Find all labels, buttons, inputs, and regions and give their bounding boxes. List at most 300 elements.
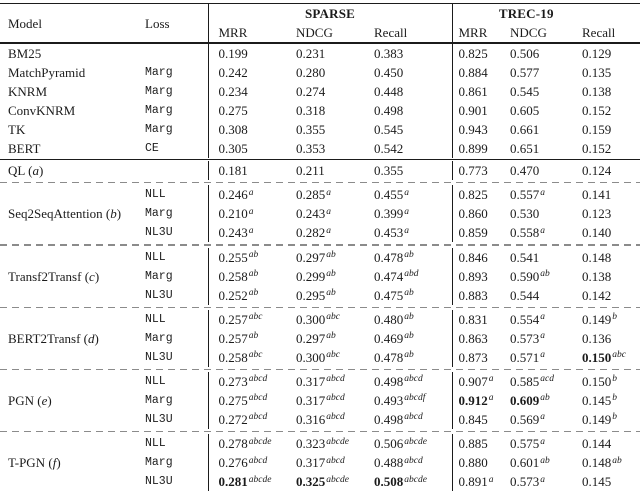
model-name-cell: BM25 [8,46,42,61]
metric-value-cell [452,286,504,305]
loss-cell: CE [145,142,159,155]
metric-value-cell [208,161,286,180]
dashed-rule [0,431,640,432]
significance-marker: ab [404,288,414,299]
metric-value-cell [576,372,640,391]
metric-value: 0.234 [218,84,248,99]
model-name-cell: Seq2SeqAttention (b) [8,206,122,222]
table-row [0,120,640,139]
metric-value: 0.282 [296,225,326,241]
significance-marker: a [404,187,409,198]
significance-marker: abcde [248,436,272,447]
metric-value-cell [504,372,576,391]
loss-cell: NLL [145,188,166,202]
metric-value: 0.863 [458,330,488,346]
metric-value: 0.199 [218,46,248,61]
metric-value: 0.506 [374,436,404,452]
metric-value: 0.455 [374,187,404,203]
loss-cell [140,43,208,63]
metric-value: 0.257 [218,311,248,327]
metric-value-cell [504,310,576,329]
table-row [0,372,640,391]
metric-value: 0.590 [510,268,540,284]
model-name-cell: Transf2Transf (c) [8,268,100,284]
metric-value-cell [452,161,504,180]
metric-value-cell [452,410,504,429]
significance-marker: abcd [326,393,345,404]
metric-value: 0.475 [374,287,404,303]
metric-value-cell [208,248,286,267]
significance-marker: acd [540,374,554,385]
metric-value-cell [364,82,452,101]
table-row [0,161,640,180]
loss-cell: Marg [145,207,173,221]
metric-value: 0.318 [296,103,326,118]
metric-value-cell [452,472,504,491]
metric-value-cell [364,139,452,158]
column-header-ndcg-sparse: NDCG [296,25,333,40]
metric-value: 0.280 [296,65,326,80]
metric-value: 0.585 [510,373,540,389]
model-name-cell: BERT2Transf (d) [8,330,99,346]
metric-value: 0.571 [510,349,540,365]
significance-marker: a [326,206,331,217]
metric-value: 0.493 [374,392,404,408]
significance-marker: a [488,393,494,404]
significance-marker: abd [404,269,419,280]
significance-marker: abc [248,350,263,361]
loss-cell: NLL [145,250,166,264]
loss-cell: Marg [145,104,173,117]
metric-value: 0.123 [582,206,612,222]
metric-value-cell [576,82,640,101]
metric-value-cell [364,348,452,367]
metric-value: 0.152 [582,103,612,118]
group-header-trec19: TREC-19 [452,4,640,24]
significance-marker: ab [404,350,414,361]
metric-value: 0.478 [374,349,404,365]
metric-value-cell [364,120,452,139]
loss-cell: Marg [145,85,173,98]
significance-marker: abcde [326,436,349,447]
metric-value: 0.859 [458,225,488,241]
metric-value: 0.152 [582,141,612,156]
significance-marker: a [540,187,545,198]
loss-cell: Marg [145,269,173,283]
significance-marker: abc [248,312,263,323]
dashed-rule [0,307,640,308]
loss-cell: Marg [145,393,173,407]
metric-value-cell [504,286,576,305]
metric-value: 0.506 [510,46,540,61]
metric-value: 0.150 [582,349,612,365]
metric-value: 0.478 [374,249,404,265]
metric-value-cell [286,139,364,158]
significance-marker: abcd [326,455,345,466]
significance-marker: ab [248,331,259,342]
metric-value: 0.211 [296,163,325,179]
metric-value-cell [452,391,504,410]
metric-value: 0.144 [582,436,612,452]
significance-marker: abc [326,350,340,361]
model-name-cell: MatchPyramid [8,65,86,80]
metric-value: 0.317 [296,373,326,389]
loss-cell: NLL [145,437,166,451]
metric-value: 0.544 [510,287,540,303]
metric-value-cell [364,472,452,491]
loss-cell: NL3U [145,412,173,426]
metric-value: 0.355 [296,122,326,137]
metric-value: 0.480 [374,311,404,327]
metric-value-cell [286,185,364,204]
metric-value: 0.150 [582,373,612,389]
group-header-sparse: SPARSE [208,4,452,24]
loss-cell: NLL [145,312,166,326]
metric-value: 0.825 [458,46,488,61]
metric-value-cell [576,310,640,329]
metric-value: 0.276 [218,455,248,471]
dashed-rule [0,369,640,370]
metric-value-cell [504,204,576,223]
metric-value: 0.661 [510,122,540,137]
model-tag-letter: d [88,330,95,346]
significance-marker: ab [326,288,336,299]
metric-value-cell [452,139,504,158]
metric-value: 0.149 [582,411,612,427]
metric-value: 0.530 [510,206,540,222]
metric-value: 0.545 [374,122,404,137]
column-header-ndcg-trec19: NDCG [510,25,547,40]
loss-cell: Marg [145,331,173,345]
metric-value-cell [286,161,364,180]
metric-value-cell [504,348,576,367]
metric-value: 0.308 [218,122,248,137]
metric-value-cell [504,120,576,139]
metric-value: 0.558 [510,225,540,241]
metric-value-cell [452,248,504,267]
metric-value-cell [364,223,452,242]
significance-marker: abcd [326,374,345,385]
model-name-cell: QL (a) [8,163,44,179]
table-row [0,82,640,101]
metric-value-cell [208,204,286,223]
significance-marker: ab [248,250,259,261]
metric-value: 0.299 [296,268,326,284]
significance-marker: b [612,374,617,385]
metric-value: 0.317 [296,392,326,408]
metric-value: 0.498 [374,373,404,389]
loss-cell: NL3U [145,288,173,302]
metric-value: 0.883 [458,287,488,303]
metric-value: 0.243 [296,206,326,222]
metric-value-cell [504,391,576,410]
significance-marker: abcd [326,412,345,423]
metric-value-cell [364,410,452,429]
metric-value-cell [208,139,286,158]
metric-value-cell [208,434,286,453]
significance-marker: abcde [404,474,427,485]
column-header-recall-trec19: Recall [582,25,616,40]
metric-value-cell [452,348,504,367]
significance-marker: abcd [248,412,268,423]
metric-value: 0.272 [218,411,248,427]
model-name-cell: BERT [8,141,41,156]
metric-value-cell [576,204,640,223]
metric-value: 0.297 [296,249,326,265]
metric-value: 0.258 [218,349,248,365]
metric-value: 0.273 [218,373,248,389]
metric-value-cell [452,185,504,204]
metric-value-cell [576,185,640,204]
metric-value: 0.545 [510,84,540,99]
metric-value-cell [208,472,286,491]
metric-value-cell [452,223,504,242]
metric-value: 0.148 [582,455,612,471]
metric-value: 0.383 [374,46,404,61]
metric-value-cell [452,63,504,82]
metric-value: 0.135 [582,65,612,80]
metric-value-cell [576,120,640,139]
metric-value: 0.885 [458,436,488,452]
metric-value: 0.453 [374,225,404,241]
significance-marker: abcd [248,455,268,466]
metric-value-cell [504,223,576,242]
significance-marker: ab [404,331,414,342]
significance-marker: abcd [248,374,268,385]
metric-value: 0.508 [374,474,404,490]
metric-value-cell [576,472,640,491]
significance-marker: ab [540,393,550,404]
significance-marker: a [248,187,254,198]
metric-value-cell [576,267,640,286]
metric-value-cell [364,204,452,223]
metric-value: 0.258 [218,268,248,284]
group-header-row [0,4,640,24]
significance-marker: ab [248,288,259,299]
significance-marker: abcde [248,474,272,485]
metric-value: 0.498 [374,103,404,118]
metric-value-cell [364,391,452,410]
column-header-loss: Loss [145,15,170,31]
metric-value-cell [452,120,504,139]
table-row [0,101,640,120]
metric-value: 0.557 [510,187,540,203]
metric-value: 0.943 [458,122,488,137]
significance-marker: ab [326,250,336,261]
metric-value-cell [364,185,452,204]
column-header-model: Model [8,15,42,31]
metric-value: 0.399 [374,206,404,222]
metric-value: 0.450 [374,65,404,80]
significance-marker: ab [540,269,550,280]
metric-value: 0.569 [510,411,540,427]
metric-value-cell [504,453,576,472]
metric-value-cell [364,43,452,63]
metric-value-cell [504,248,576,267]
metric-value-cell [286,286,364,305]
significance-marker: a [326,225,331,236]
metric-value: 0.605 [510,103,540,118]
significance-marker: a [404,225,409,236]
significance-marker: abcde [404,436,427,447]
metric-value-cell [504,267,576,286]
metric-value: 0.601 [510,455,540,471]
metric-value: 0.554 [510,311,540,327]
metric-value-cell [576,410,640,429]
metric-value-cell [286,310,364,329]
metric-value: 0.893 [458,268,488,284]
metric-value-cell [208,267,286,286]
metric-value-cell [286,410,364,429]
metric-value-cell [208,310,286,329]
model-name-cell: TK [8,122,26,137]
metric-value-cell [576,101,640,120]
loss-cell [140,161,208,180]
metric-value-cell [576,329,640,348]
metric-value-cell [504,329,576,348]
metric-value-cell [208,391,286,410]
metric-value: 0.243 [218,225,248,241]
metric-value-cell [452,204,504,223]
metric-value-cell [208,120,286,139]
metric-value: 0.140 [582,225,612,241]
metric-value: 0.316 [296,411,326,427]
metric-value: 0.861 [458,84,488,99]
metric-value: 0.542 [374,141,404,156]
significance-marker: abcd [404,455,423,466]
table-row [0,248,640,267]
significance-marker: a [540,225,545,236]
metric-value-cell [364,248,452,267]
metric-value-cell [504,82,576,101]
metric-value: 0.573 [510,330,540,346]
metric-value: 0.300 [296,311,326,327]
metric-value: 0.138 [582,268,612,284]
metric-value-cell [364,329,452,348]
column-header-mrr-sparse: MRR [208,23,286,43]
loss-cell: NLL [145,374,166,388]
model-name-cell: KNRM [8,84,48,99]
metric-value-cell [364,267,452,286]
metric-value: 0.651 [510,141,540,156]
metric-value: 0.257 [218,330,248,346]
loss-cell: Marg [145,456,173,470]
metric-value: 0.149 [582,311,612,327]
significance-marker: ab [612,455,622,466]
loss-cell: Marg [145,123,173,136]
model-tag-letter: e [41,392,48,408]
model-name-cell: ConvKNRM [8,103,76,118]
metric-value-cell [576,248,640,267]
metric-value-cell [576,43,640,63]
metric-value-cell [364,434,452,453]
metric-value-cell [286,204,364,223]
metric-value-cell [286,101,364,120]
metric-value: 0.275 [218,103,248,118]
metric-value: 0.145 [582,474,612,490]
metric-value: 0.884 [458,65,488,80]
metric-value: 0.278 [218,436,248,452]
metric-value-cell [286,120,364,139]
metric-value: 0.577 [510,65,540,80]
model-tag-letter: c [89,268,95,284]
metric-value-cell [364,310,452,329]
metric-value-cell [208,63,286,82]
significance-marker: abc [612,350,626,361]
metric-value: 0.136 [582,330,612,346]
model-name-cell: T-PGN (f) [8,455,61,471]
significance-marker: abc [326,312,340,323]
metric-value-cell [452,43,504,63]
metric-value: 0.907 [458,373,488,389]
metric-value-cell [452,372,504,391]
significance-marker: b [612,393,617,404]
metric-value-cell [504,161,576,180]
metric-value-cell [504,43,576,63]
metric-value: 0.355 [374,163,404,179]
significance-marker: abcde [326,474,349,485]
loss-cell: NL3U [145,226,173,240]
metric-value-cell [286,43,364,63]
column-header-recall-sparse: Recall [374,25,408,40]
metric-value-cell [286,472,364,491]
metric-value: 0.138 [582,84,612,99]
metric-value-cell [364,286,452,305]
metric-value: 0.448 [374,84,404,99]
metric-value-cell [504,434,576,453]
results-table [0,3,640,491]
metric-value-cell [576,63,640,82]
metric-value-cell [576,391,640,410]
metric-value: 0.231 [296,46,326,61]
metric-value-cell [504,101,576,120]
table-row [0,43,640,63]
metric-value: 0.252 [218,287,248,303]
dashed-rule [0,244,640,245]
metric-value-cell [576,139,640,158]
metric-value: 0.873 [458,349,488,365]
metric-value-cell [286,267,364,286]
loss-cell: NL3U [145,475,173,489]
metric-value: 0.246 [218,187,248,203]
table-body [0,43,640,491]
metric-value-cell [208,329,286,348]
metric-value: 0.474 [374,268,404,284]
metric-value-cell [286,223,364,242]
metric-value-cell [208,223,286,242]
dashed-rule [0,182,640,183]
significance-marker: a [326,187,331,198]
table-row [0,434,640,453]
model-name-cell: PGN (e) [8,392,52,408]
metric-value: 0.181 [218,163,248,179]
metric-value-cell [504,472,576,491]
model-tag-letter: b [110,206,117,222]
metric-value: 0.242 [218,65,248,80]
metric-value-cell [286,63,364,82]
significance-marker: a [404,206,409,217]
significance-marker: ab [326,269,336,280]
model-tag-letter: f [52,455,57,471]
metric-value-cell [504,185,576,204]
metric-value: 0.129 [582,46,612,61]
significance-marker: a [488,474,494,485]
metric-value: 0.831 [458,311,488,327]
metric-value-cell [576,434,640,453]
metric-value-cell [208,82,286,101]
significance-marker: abcd [248,393,268,404]
metric-value: 0.573 [510,474,540,490]
